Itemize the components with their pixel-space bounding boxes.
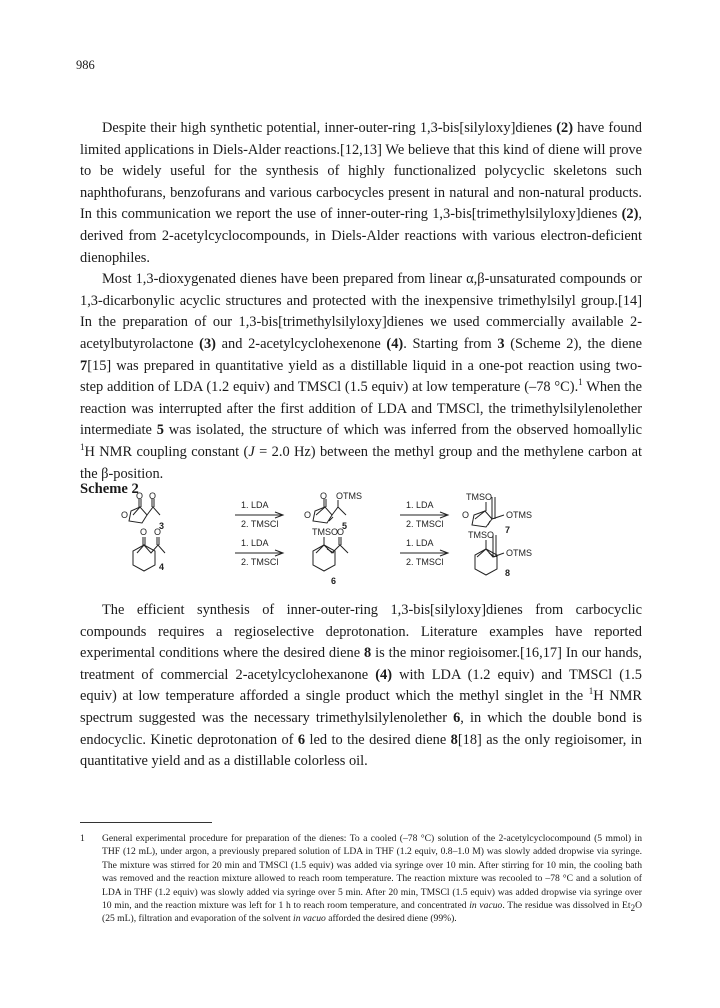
tmso-label: TMSO	[312, 527, 338, 537]
tmso-label: TMSO	[468, 530, 494, 540]
atom-o: O	[320, 491, 328, 501]
footnote-divider	[80, 822, 212, 823]
compound-4-number: 4	[159, 562, 165, 572]
otms-label: OTMS	[506, 548, 532, 558]
scheme-2-diagram	[120, 491, 590, 597]
scheme-label: Scheme 2	[80, 481, 139, 497]
atom-o: O	[140, 527, 148, 537]
compound-5-number: 5	[342, 521, 348, 531]
reagent-step-3-top: 1. LDA	[241, 538, 269, 548]
body-text-bottom	[80, 600, 642, 773]
paragraph-3: The efficient synthesis of inner-outer-ring 1,3-bis[silyloxy]dienes from carbocyclic compounds requires a regioselective deprotonation. Literature examples have reported experimental conditions where the desired diene 8 is the minor regioisomer.[16,17] In our hands, treatment of commercial 2-acetylcyclohexanone (4) with LDA (1.2 equiv) and TMSCl (1.5 equiv) at low temperature afforded a single product which the methyl singlet in the $^1$H NMR spectrum suggested was the necessary trimethylsilylenolether 6, in which the double bond is endocyclic. Kinetic deprotonation of 6 led to the desired diene 8[18] as the only regioisomer, in quantitative yield and as a distillable colorless oil.	[80, 602, 643, 770]
atom-o: O	[337, 527, 345, 537]
body-text-top	[80, 118, 642, 485]
reagent-step-1-top: 1. LDA	[241, 500, 269, 510]
reagent-step-1-bottom: 2. TMSCl	[241, 519, 279, 529]
reagent-step-2-top: 1. LDA	[406, 500, 434, 510]
paragraph-2: Most 1,3-dioxygenated dienes have been prepared from linear α,β-unsaturated compounds or 1,3-dicarbonylic acyclic structures and protected with the inexpensive trimethylsilyl group.[14] In the preparation of our 1,3-bis[trimethylsilyloxy]dienes we used commercially available 2-acetylbutyrolactone (3) and 2-acetylcyclohexenone (4). Starting from 3 (Scheme 2), the diene 7[15] was prepared in quantitative yield as a distillable liquid in a one-pot reaction using two-step addition of LDA (1.2 equiv) and TMSCl (1.5 equiv) at low temperature (–78 °C).$^1$ When the reaction was interrupted after the first addition of LDA and TMSCl, the trimethylsilylenolether intermediate 5 was isolated, the structure of which was inferred from the observed homoallylic $^1$H NMR coupling constant (J = 2.0 Hz) between the methyl group and the methylene carbon at the β-position.	[80, 271, 643, 482]
compound-8-number: 8	[505, 568, 511, 578]
atom-o: O	[136, 491, 144, 501]
reagent-step-2-bottom: 2. TMSCl	[406, 519, 444, 529]
otms-label: OTMS	[506, 510, 532, 520]
compound-3-number: 3	[159, 521, 165, 531]
footnote	[80, 832, 642, 926]
compound-7-number: 7	[505, 525, 511, 535]
otms-label: OTMS	[336, 491, 362, 501]
atom-o: O	[462, 510, 470, 520]
reagent-step-4-bottom: 2. TMSCl	[406, 557, 444, 567]
paragraph-1: Despite their high synthetic potential, inner-outer-ring 1,3-bis[silyloxy]dienes (2) have found limited applications in Diels-Alder reactions.[12,13] We believe that this kind of diene will prove to be widely useful for the synthesis of highly functionalized polycyclic skeletons such naphthofurans, benzofurans and various carbocycles present in natural and non-natural products. In this communication we report the use of inner-outer-ring 1,3-bis[trimethylsilyloxy]dienes (2), derived from 2-acetylcyclocompounds, in Diels-Alder reactions with various electron-deficient dienophiles.	[80, 120, 642, 266]
footnote-mark: 1	[80, 833, 85, 844]
atom-o: O	[154, 527, 162, 537]
reagent-step-3-bottom: 2. TMSCl	[241, 557, 279, 567]
tmso-label: TMSO	[466, 492, 492, 502]
atom-o: O	[304, 510, 312, 520]
compound-6-number: 6	[331, 576, 337, 586]
footnote-text: General experimental procedure for preparation of the dienes: To a cooled (–78 °C) solution of the 2-acetylcyclocompound (5 mmol) in THF (12 mL), under argon, a previously prepared solution of LDA in THF (1.2 equiv, 0.8–1.0 M) was slowly added dropwise via syringe. The mixture was stirred for 20 min and TMSCl (1.5 equiv) was added via syringe over 10 min. After stirring for 10 min, the cooling bath was removed and the reaction mixture allowed to reach room temperature. The reaction mixture was recooled to –78 °C and a solution of LDA in THF (1.2 equiv) was slowly added via syringe over 5 min. After 20 min, TMSCl (1.5 equiv) was added dropwise via syringe over 10 min, and the reaction mixture was left for 1 h to reach room temperature, and concentrated in vacuo. The residue was dissolved in $Et_2O$ (25 mL), filtration and evaporation of the solvent in vacuo afforded the desired diene (99%).	[102, 833, 642, 925]
reagent-step-4-top: 1. LDA	[406, 538, 434, 548]
page-number: 986	[76, 58, 95, 72]
atom-o: O	[121, 510, 129, 520]
atom-o: O	[149, 491, 157, 501]
